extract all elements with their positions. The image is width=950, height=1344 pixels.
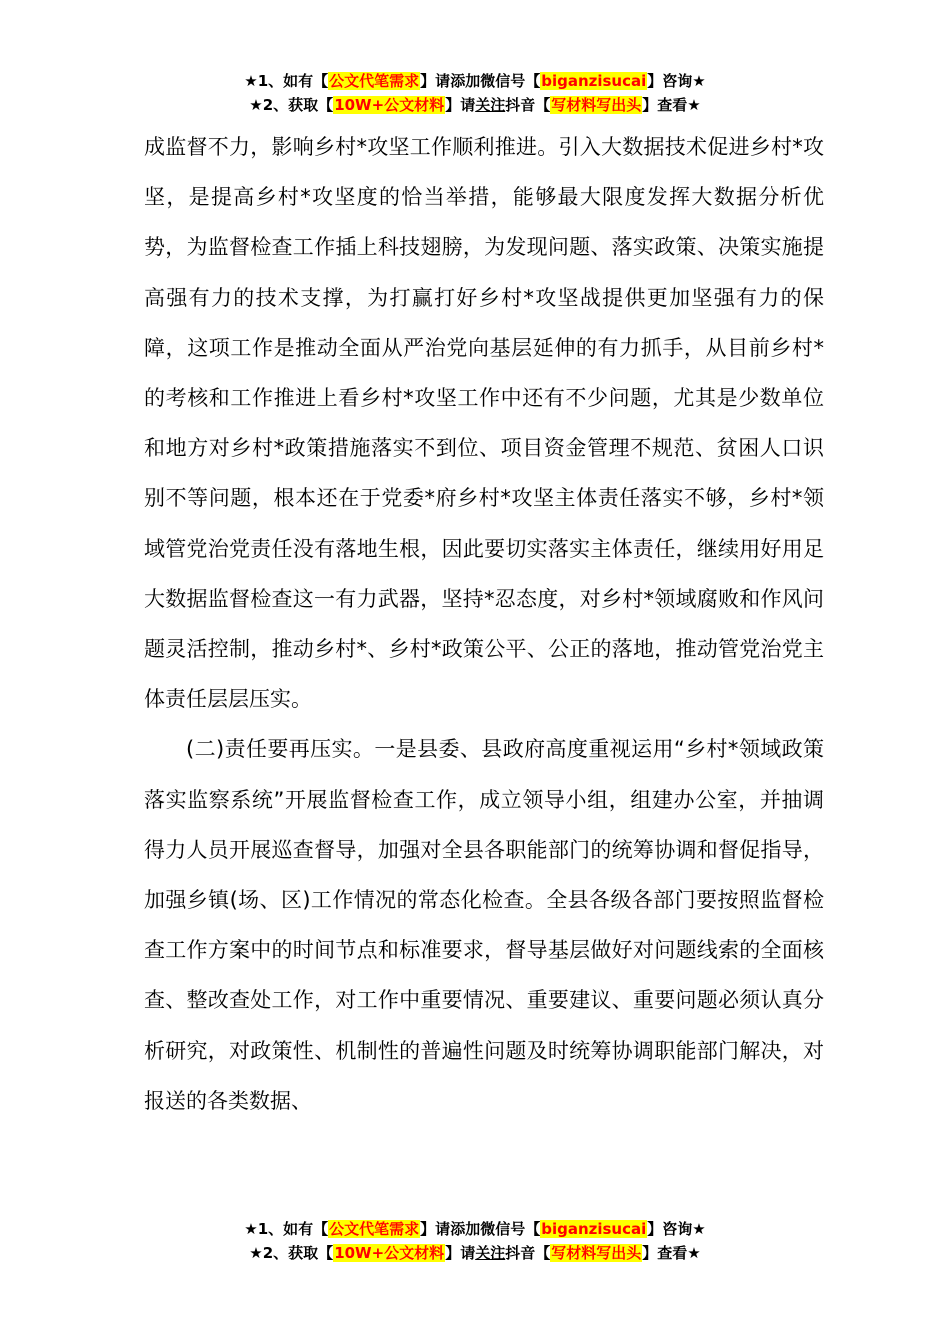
highlight-text: 公文代笔需求 — [329, 72, 420, 90]
banner-text: 关注 — [475, 1244, 506, 1262]
banner-text: 】请 — [445, 1244, 476, 1262]
wechat-id: biganzisucai — [541, 72, 647, 90]
banner-text: 】请 — [420, 1220, 451, 1238]
header-banner — [0, 69, 950, 117]
banner-text: 】咨询★ — [647, 1220, 706, 1238]
highlight-text: 10W+公文材料 — [334, 96, 445, 114]
banner-line-2 — [0, 1241, 950, 1265]
star-text: ★1、如有【 — [244, 72, 329, 90]
paragraph-1: 成监督不力，影响乡村*攻坚工作顺利推进。引入大数据技术促进乡村*攻坚，是提高乡村*攻坚度的恰当举措，能够最大限度发挥大数据分析优势，为监督检查工作插上科技翅膀，为发现问题、落实政策、决策实施提高强有力的技术支撑，为打赢打好乡村*攻坚战提供更加坚强有力的保障，这项工作是推动全面从严治党向基层延伸的有力抓手，从目前乡村*的考核和工作推进上看乡村*攻坚工作中还有不少问题，尤其是少数单位和地方对乡村*政策措施落实不到位、项目资金管理不规范、贫困人口识别不等问题，根本还在于党委*府乡村*攻坚主体责任落实不够，乡村*领域管党治党责任没有落地生根，因此要切实落实主体责任，继续用好用足大数据监督检查这一有力武器，坚持*忍态度，对乡村*领域腐败和作风问题灵活控制，推动乡村*、乡村*政策公平、公正的落地，推动管党治党主体责任层层压实。 — [144, 135, 824, 712]
highlight-text: 公文代笔需求 — [329, 1220, 420, 1238]
banner-text: ★1、如有【 — [244, 1220, 329, 1238]
banner-text: 】查看★ — [642, 96, 701, 114]
banner-text: 添加 — [450, 72, 481, 90]
douyin-name: 写材料写出头 — [551, 96, 642, 114]
banner-text: 微信号【 — [480, 1220, 541, 1238]
banner-text: 关注 — [475, 96, 506, 114]
banner-text: 添加 — [450, 1220, 481, 1238]
banner-text: 抖音【 — [505, 1244, 551, 1262]
banner-text: 微信号【 — [480, 72, 541, 90]
banner-text: ★2、获取【 — [249, 1244, 334, 1262]
banner-text: 】请 — [420, 72, 451, 90]
banner-text: 】请 — [445, 96, 476, 114]
banner-text: 抖音【 — [505, 96, 551, 114]
banner-text: 】查看★ — [642, 1244, 701, 1262]
paragraph-2: (二)责任要再压实。一是县委、县政府高度重视运用“乡村*领域政策落实监察系统”开展监督检查工作，成立领导小组，组建办公室，并抽调得力人员开展巡查督导，加强对全县各职能部门的统筹协调和督促指导，加强乡镇(场、区)工作情况的常态化检查。全县各级各部门要按照监督检查工作方案中的时间节点和标准要求，督导基层做好对问题线索的全面核查、整改查处工作，对工作中重要情况、重要建议、重要问题必须认真分析研究，对政策性、机制性的普遍性问题及时统筹协调职能部门解决，对报送的各类数据、 — [144, 737, 824, 1113]
banner-text: 】咨询★ — [647, 72, 706, 90]
banner-line-1 — [0, 1217, 950, 1241]
wechat-id: biganzisucai — [541, 1220, 647, 1238]
document-body — [144, 122, 824, 1126]
banner-line-1 — [0, 69, 950, 93]
banner-line-2 — [0, 93, 950, 117]
douyin-name: 写材料写出头 — [551, 1244, 642, 1262]
highlight-text: 10W+公文材料 — [334, 1244, 445, 1262]
footer-banner — [0, 1217, 950, 1265]
banner-text: ★2、获取【 — [249, 96, 334, 114]
